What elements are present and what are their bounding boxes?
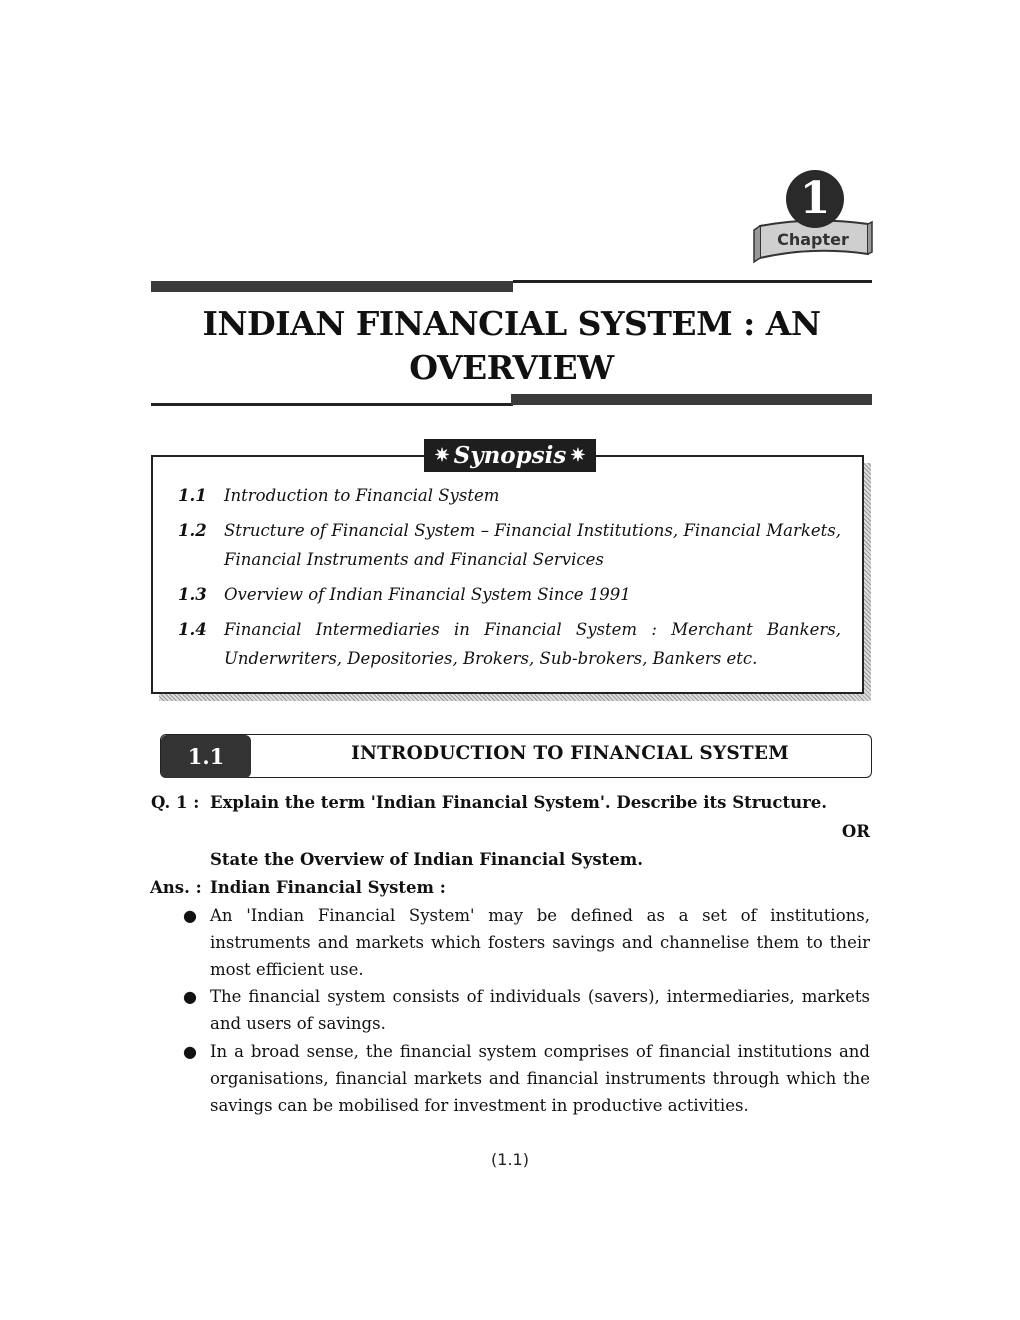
question-or: OR xyxy=(841,822,870,841)
chapter-label: Chapter xyxy=(777,230,849,249)
synopsis-item-text: Overview of Indian Financial System Since 1991 xyxy=(224,585,631,604)
synopsis-item-number: 1.4 xyxy=(178,620,207,639)
title-rule-bottom-thin xyxy=(151,403,513,406)
answer-heading: Indian Financial System : xyxy=(210,878,446,897)
star-icon: ✷ xyxy=(434,445,450,466)
synopsis-item xyxy=(178,580,841,609)
chapter-title xyxy=(151,302,872,390)
title-rule-top-thin xyxy=(513,280,872,283)
synopsis-heading xyxy=(424,439,596,472)
chapter-title-line2: OVERVIEW xyxy=(409,348,614,387)
answer-label: Ans. : xyxy=(150,878,202,897)
chapter-number: 1 xyxy=(786,170,844,228)
section-title: INTRODUCTION TO FINANCIAL SYSTEM xyxy=(351,743,789,764)
synopsis-item xyxy=(178,516,841,574)
list-item-text: In a broad sense, the financial system comprises of financial institutions and organisations, financial markets and financial instruments through which the savings can be mobilised for investment in productive activities. xyxy=(210,1042,870,1115)
list-item xyxy=(183,1038,870,1119)
synopsis-item xyxy=(178,615,841,673)
title-rule-top-thick xyxy=(151,281,513,292)
section-number: 1.1 xyxy=(161,735,251,778)
question-text: Explain the term 'Indian Financial System'. Describe its Structure. xyxy=(210,793,828,812)
synopsis-item-text: Structure of Financial System – Financial Institutions, Financial Markets, Financial Instruments and Financial Services xyxy=(224,521,841,569)
synopsis-item-number: 1.2 xyxy=(178,521,207,540)
question-label: Q. 1 : xyxy=(151,793,200,812)
synopsis-item-text: Financial Intermediaries in Financial System : Merchant Bankers, Underwriters, Depositories, Brokers, Sub-brokers, Bankers etc. xyxy=(224,620,841,668)
bullet-icon: ● xyxy=(183,1042,197,1061)
star-icon: ✷ xyxy=(570,445,586,466)
synopsis-heading-text: Synopsis xyxy=(453,442,567,469)
list-item-text: An 'Indian Financial System' may be defined as a set of institutions, instruments and markets which fosters savings and channelise them to their most efficient use. xyxy=(210,906,870,979)
question-alternate: State the Overview of Indian Financial System. xyxy=(210,850,644,869)
synopsis-item-text: Introduction to Financial System xyxy=(224,486,500,505)
list-item-text: The financial system consists of individuals (savers), intermediaries, markets and users of savings. xyxy=(210,987,870,1033)
bullet-icon: ● xyxy=(183,906,197,925)
synopsis-item xyxy=(178,481,841,510)
chapter-title-line1: INDIAN FINANCIAL SYSTEM : AN xyxy=(202,304,821,343)
list-item xyxy=(183,902,870,983)
chapter-badge xyxy=(752,168,874,264)
bullet-icon: ● xyxy=(183,987,197,1006)
list-item xyxy=(183,983,870,1037)
synopsis-item-number: 1.1 xyxy=(178,486,207,505)
title-rule-bottom-thick xyxy=(511,394,872,405)
synopsis-item-number: 1.3 xyxy=(178,585,207,604)
page-number: (1.1) xyxy=(491,1150,529,1169)
